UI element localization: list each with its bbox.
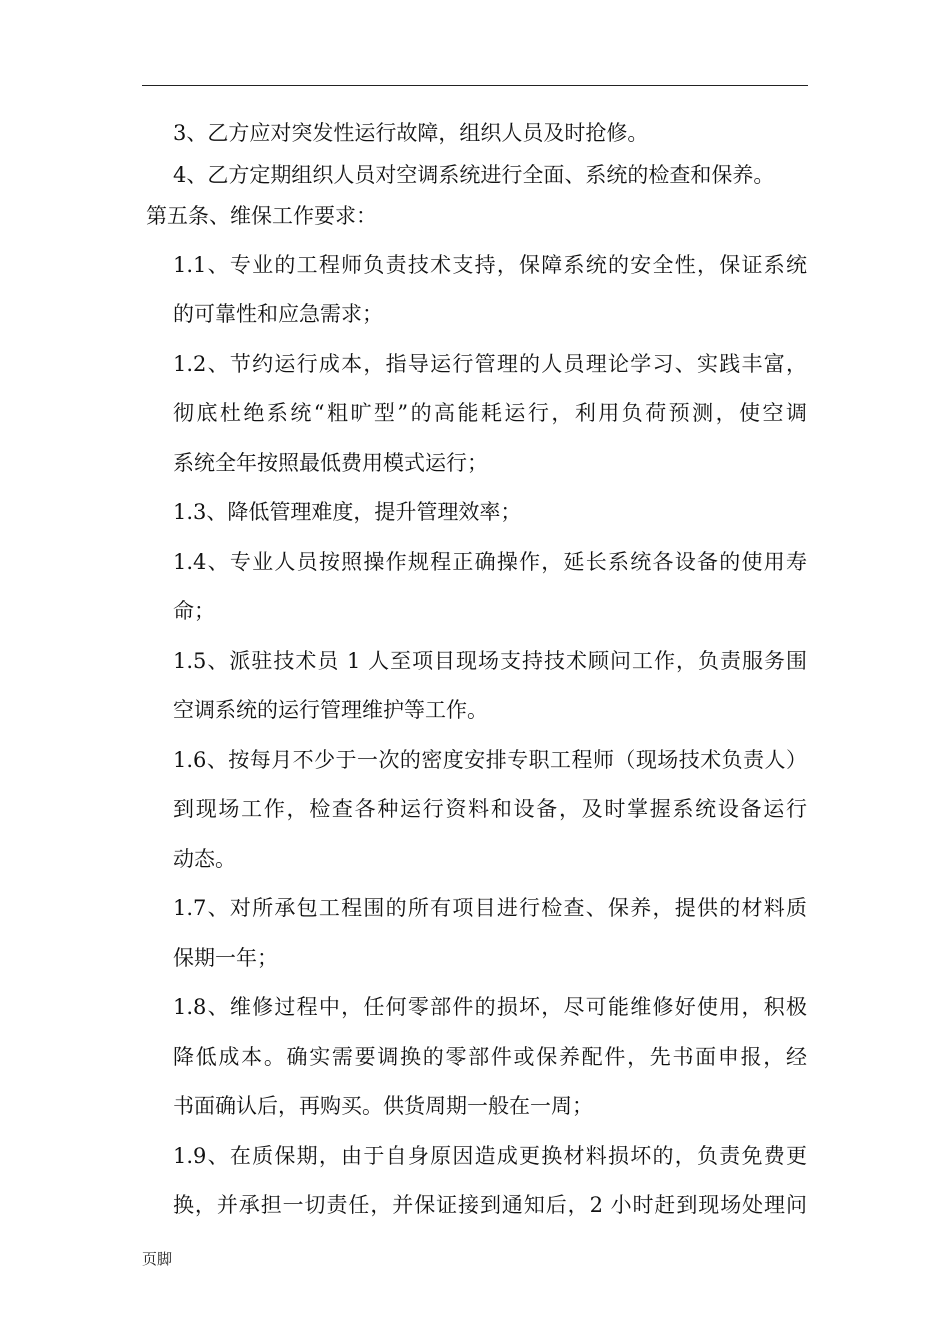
- text-line: 书面确认后，再购买。供货周期一般在一周；: [173, 1094, 593, 1118]
- text-line: 1.6、按每月不少于一次的密度安排专职工程师（现场技术负责人）: [173, 748, 807, 772]
- text-line: 空调系统的运行管理维护等工作。: [173, 698, 488, 722]
- text-line: 1.1、专业的工程师负责技术支持，保障系统的安全性，保证系统: [173, 253, 807, 277]
- text-line: 动态。: [173, 847, 236, 871]
- header-rule: [142, 85, 808, 86]
- section-heading: 第五条、维保工作要求：: [146, 204, 377, 228]
- text-line: 系统全年按照最低费用模式运行；: [173, 451, 488, 475]
- text-line: 1.5、派驻技术员 1 人至项目现场支持技术顾问工作，负责服务围: [173, 649, 807, 673]
- text-line: 换，并承担一切责任，并保证接到通知后，2 小时赶到现场处理问: [173, 1193, 807, 1217]
- text-line: 4、乙方定期组织人员对空调系统进行全面、系统的检查和保养。: [173, 163, 775, 187]
- text-line: 1.3、降低管理难度，提升管理效率；: [173, 500, 522, 524]
- text-line: 3、乙方应对突发性运行故障，组织人员及时抢修。: [173, 121, 649, 145]
- text-line: 1.7、对所承包工程围的所有项目进行检查、保养，提供的材料质: [173, 896, 807, 920]
- text-line: 的可靠性和应急需求；: [173, 302, 383, 326]
- page-footer: 页脚: [142, 1250, 173, 1268]
- text-line: 降低成本。确实需要调换的零部件或保养配件，先书面申报，经: [173, 1045, 807, 1069]
- text-line: 命；: [173, 599, 215, 623]
- text-line: 保期一年；: [173, 946, 278, 970]
- text-line: 彻底杜绝系统“粗旷型”的高能耗运行，利用负荷预测，使空调: [173, 401, 807, 425]
- text-line: 1.9、在质保期，由于自身原因造成更换材料损坏的，负责免费更: [173, 1144, 807, 1168]
- text-line: 1.2、节约运行成本，指导运行管理的人员理论学习、实践丰富，: [173, 352, 807, 376]
- text-line: 到现场工作，检查各种运行资料和设备，及时掌握系统设备运行: [173, 797, 807, 821]
- text-line: 1.4、专业人员按照操作规程正确操作，延长系统各设备的使用寿: [173, 550, 807, 574]
- text-line: 1.8、维修过程中，任何零部件的损坏，尽可能维修好使用，积极: [173, 995, 807, 1019]
